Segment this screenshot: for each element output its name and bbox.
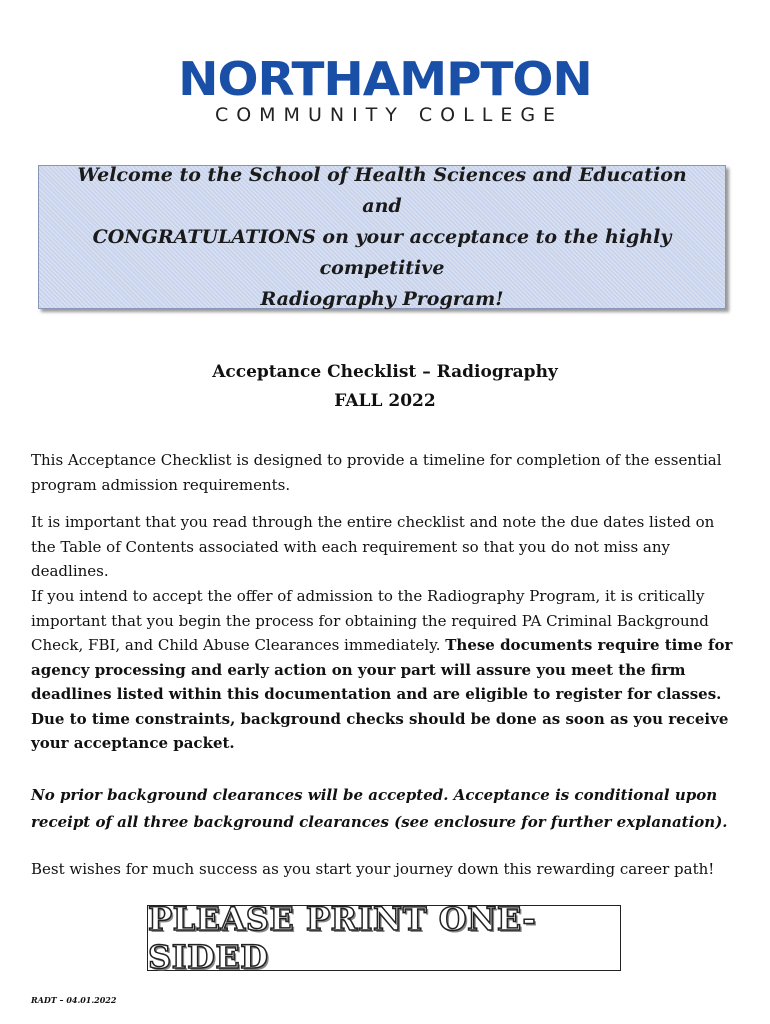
background-checks-text: If you intend to accept the offer of admission to the Radiography Program, it is critically important that you begin the process for obtaining the required PA Criminal Background Check, FBI, and Child Abuse Clearances immediately. (31, 587, 709, 654)
logo-wordmark: NORTHAMPTON (178, 52, 592, 106)
print-one-sided-notice (147, 900, 621, 976)
paragraph-best-wishes: Best wishes for much success as you start your journey down this rewarding career path! (31, 860, 715, 878)
document-code: RADT – 04.01.2022 (31, 995, 117, 1005)
paragraph-intro: This Acceptance Checklist is designed to provide a timeline for completion of the essential program admission requirements. (31, 451, 722, 494)
college-logo (0, 52, 770, 126)
paragraph-background-checks (31, 584, 741, 756)
welcome-line-3: CONGRATULATIONS on your acceptance to the highly competitive (92, 225, 672, 279)
welcome-line-2: and (362, 194, 402, 217)
checklist-title: Acceptance Checklist – Radiography (212, 362, 558, 382)
welcome-line-1: Welcome to the School of Health Sciences and Education (77, 163, 687, 186)
checklist-term: FALL 2022 (334, 391, 436, 411)
welcome-line-4: Radiography Program! (260, 287, 504, 310)
print-notice-text: PLEASE PRINT ONE-SIDED (148, 900, 537, 976)
paragraph-clearances-notice: No prior background clearances will be accepted. Acceptance is conditional upon receipt of all three background clearances (see enclosure for further explanation). (31, 786, 728, 831)
paragraph-deadlines: It is important that you read through the entire checklist and note the due dates listed on the Table of Contents associated with each requirement so that you do not miss any deadlines. (31, 513, 715, 580)
welcome-banner (38, 165, 726, 309)
logo-subtitle: COMMUNITY COLLEGE (214, 104, 564, 126)
background-checks-emphasis: These documents require time for agency processing and early action on your part will assure you meet the firm deadlines listed within this documentation and are eligible to register for classes. Due to time constraints, background checks should be done as soon as you receive your acceptance packet. (31, 636, 733, 752)
